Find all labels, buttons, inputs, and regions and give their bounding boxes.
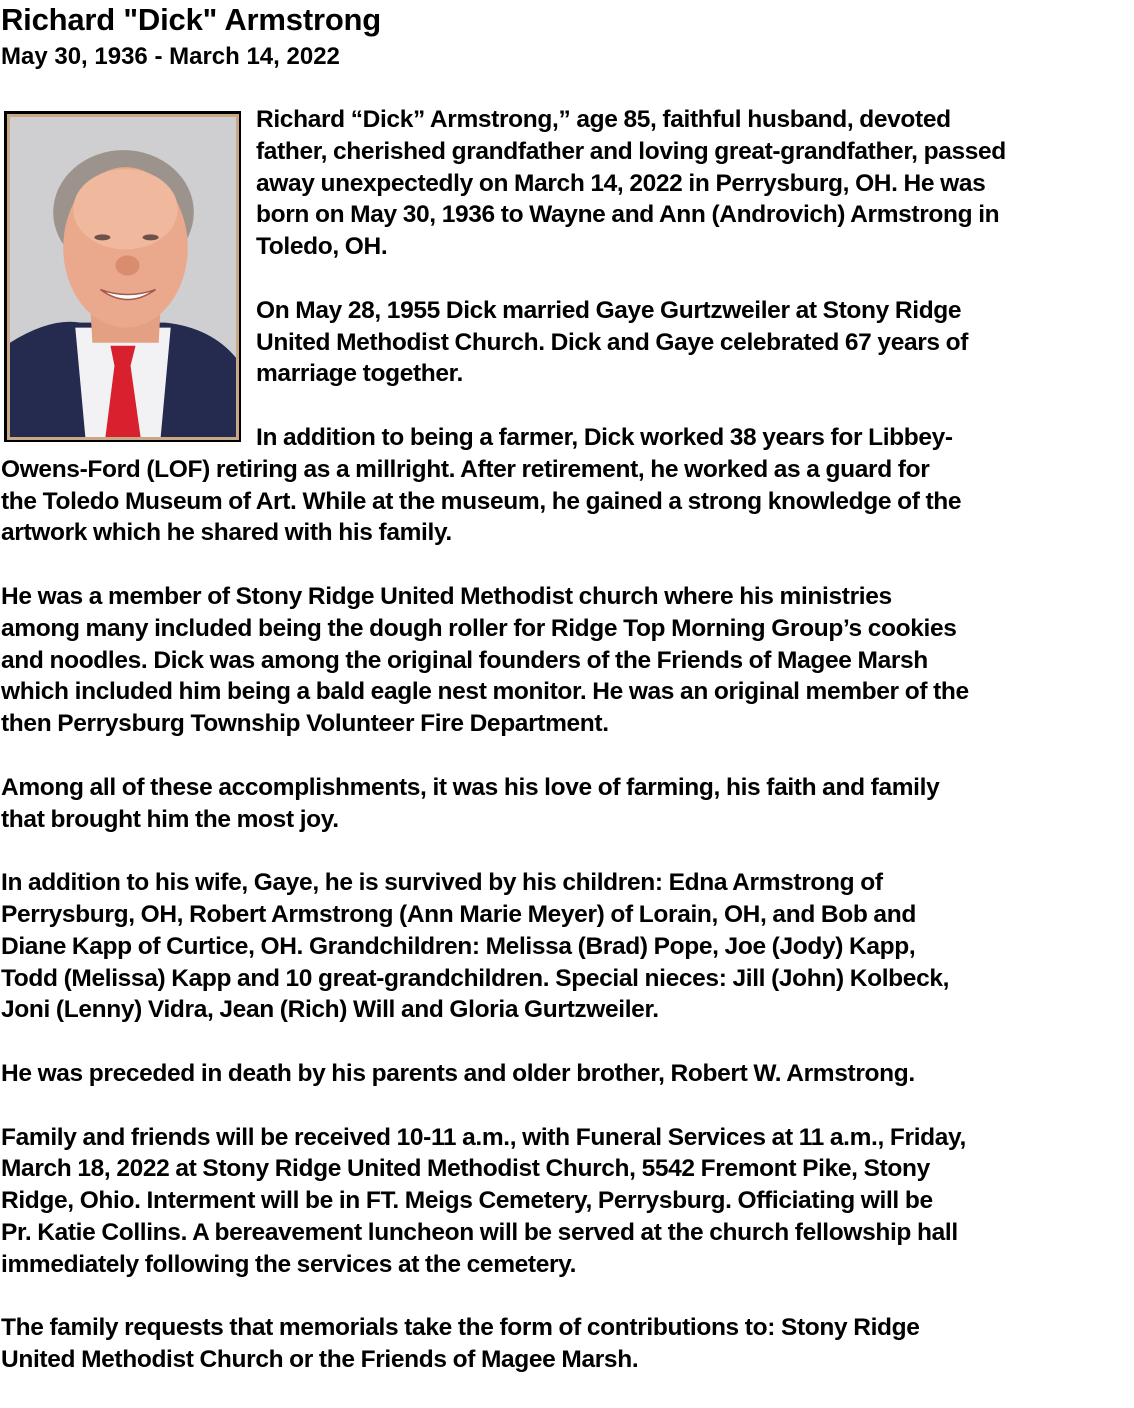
obituary-name-heading: Richard "Dick" Armstrong <box>1 2 382 37</box>
text-line: In addition to being a farmer, Dick worked 38 years for Libbey- <box>256 423 953 451</box>
text-line: Joni (Lenny) Vidra, Jean (Rich) Will and Gloria Gurtzweiler. <box>1 996 659 1024</box>
text-line: United Methodist Church. Dick and Gaye celebrated 67 years of <box>256 328 969 356</box>
paragraph-career <box>1 422 1134 549</box>
text-line: Ridge, Ohio. Interment will be in FT. Meigs Cemetery, Perrysburg. Officiating will be <box>1 1187 933 1215</box>
text-line: the Toledo Museum of Art. While at the museum, he gained a strong knowledge of the <box>1 487 962 515</box>
text-line: immediately following the services at the cemetery. <box>1 1250 577 1278</box>
paragraph-survivors <box>1 867 1134 1026</box>
paragraph-preceded <box>1 1058 1134 1090</box>
text-line: He was a member of Stony Ridge United Methodist church where his ministries <box>1 582 892 610</box>
photo-float-spacer <box>1 104 256 436</box>
text-line: artwork which he shared with his family. <box>1 519 452 547</box>
text-line: He was preceded in death by his parents and older brother, Robert W. Armstrong. <box>1 1059 915 1087</box>
obituary-body <box>1 104 1134 1408</box>
text-line: Toledo, OH. <box>256 233 388 261</box>
text-line: On May 28, 1955 Dick married Gaye Gurtzweiler at Stony Ridge <box>256 296 962 324</box>
text-line: Perrysburg, OH, Robert Armstrong (Ann Marie Meyer) of Lorain, OH, and Bob and <box>1 900 916 928</box>
text-line: March 18, 2022 at Stony Ridge United Methodist Church, 5542 Fremont Pike, Stony <box>1 1155 930 1183</box>
text-line: and noodles. Dick was among the original founders of the Friends of Magee Marsh <box>1 646 928 674</box>
text-line: that brought him the most joy. <box>1 805 339 833</box>
text-line: Owens-Ford (LOF) retiring as a millright. After retirement, he worked as a guard for <box>1 455 930 483</box>
paragraph-services <box>1 1122 1134 1281</box>
text-line: marriage together. <box>256 360 463 388</box>
text-line: Family and friends will be received 10-11 a.m., with Funeral Services at 11 a.m., Friday, <box>1 1123 966 1151</box>
text-line: away unexpectedly on March 14, 2022 in Perrysburg, OH. He was <box>256 169 986 197</box>
text-line: Among all of these accomplishments, it was his love of farming, his faith and family <box>1 773 940 801</box>
text-line: Todd (Melissa) Kapp and 10 great-grandchildren. Special nieces: Jill (John) Kolbeck, <box>1 964 950 992</box>
text-line: Diane Kapp of Curtice, OH. Grandchildren: Melissa (Brad) Pope, Joe (Jody) Kapp, <box>1 932 916 960</box>
text-line: which included him being a bald eagle nest monitor. He was an original member of the <box>1 678 969 706</box>
text-line: born on May 30, 1936 to Wayne and Ann (Androvich) Armstrong in <box>256 201 1000 229</box>
text-line: In addition to his wife, Gaye, he is survived by his children: Edna Armstrong of <box>1 869 883 897</box>
paragraph-joy <box>1 772 1134 836</box>
text-line: then Perrysburg Township Volunteer Fire Department. <box>1 710 609 738</box>
text-line: The family requests that memorials take the form of contributions to: Stony Ridge <box>1 1314 920 1342</box>
text-line: Pr. Katie Collins. A bereavement luncheon will be served at the church fellowship hall <box>1 1218 958 1246</box>
life-dates: May 30, 1936 - March 14, 2022 <box>1 43 340 70</box>
text-line: among many included being the dough roller for Ridge Top Morning Group’s cookies <box>1 614 957 642</box>
text-line: United Methodist Church or the Friends of Magee Marsh. <box>1 1346 639 1374</box>
text-line: father, cherished grandfather and loving great-grandfather, passed <box>256 137 1006 165</box>
text-line: Richard “Dick” Armstrong,” age 85, faithful husband, devoted <box>256 106 951 133</box>
paragraph-memorials <box>1 1312 1134 1376</box>
paragraph-church-community <box>1 581 1134 740</box>
